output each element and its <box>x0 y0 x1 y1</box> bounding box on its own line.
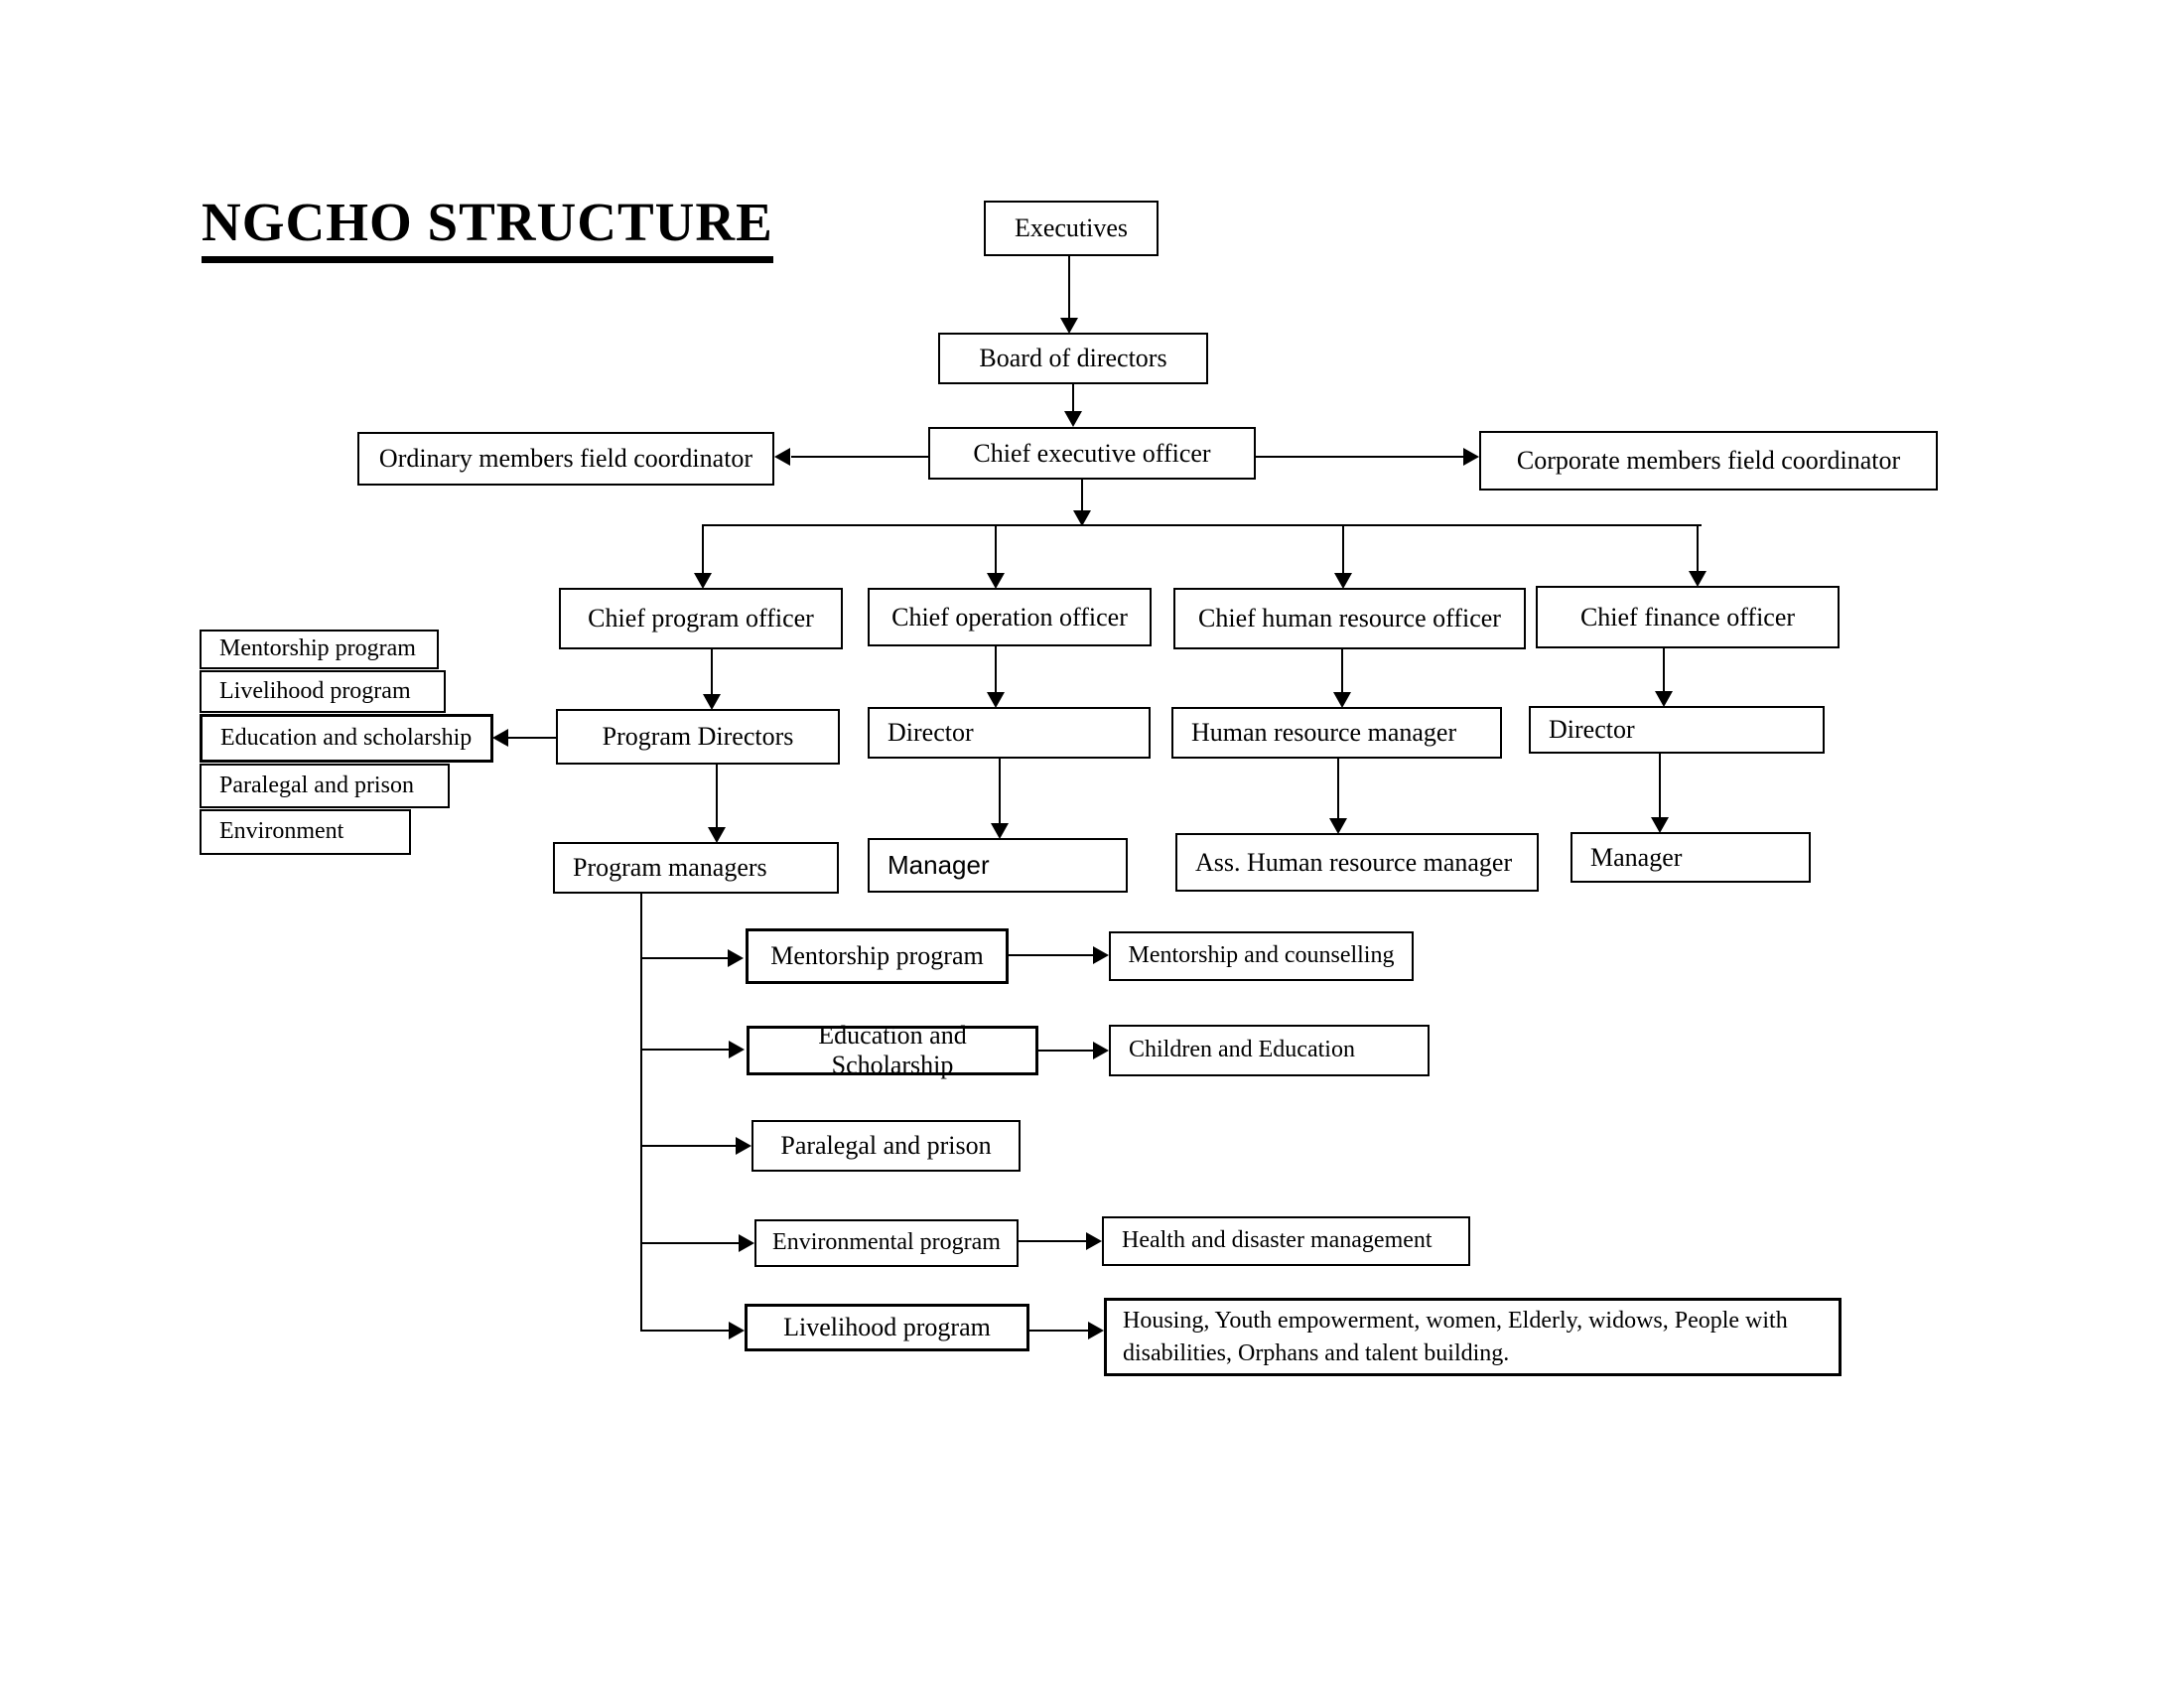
node-detail-mentorship-and-counselling: Mentorship and counselling <box>1109 931 1414 981</box>
arrowhead-ceo-ordinary <box>774 448 790 466</box>
connector-drop-program <box>702 524 704 574</box>
node-chief-program-officer: Chief program officer <box>559 588 843 649</box>
connector-branch-paralegal <box>640 1145 736 1147</box>
node-human-resource-manager: Human resource manager <box>1171 707 1502 759</box>
node-detail-children-and-education: Children and Education <box>1109 1025 1430 1076</box>
connector-drop-operation <box>995 524 997 574</box>
node-program-mentorship: Mentorship program <box>746 928 1009 984</box>
node-focus-livelihood-program: Livelihood program <box>200 670 446 713</box>
arrowhead-hrm-asshrm <box>1329 818 1347 834</box>
arrowhead-hr-manager <box>1333 692 1351 708</box>
node-operation-manager: Manager <box>868 838 1128 893</box>
connector-finance-director <box>1663 648 1665 692</box>
node-chief-operation-officer: Chief operation officer <box>868 588 1152 646</box>
node-focus-environment: Environment <box>200 809 411 855</box>
arrowhead-branch-paralegal <box>736 1137 751 1155</box>
connector-environmental-detail <box>1019 1240 1086 1242</box>
node-finance-director: Director <box>1529 706 1825 754</box>
arrowhead-executives-board <box>1060 318 1078 334</box>
connector-ceo-corporate <box>1256 456 1463 458</box>
node-program-environmental: Environmental program <box>754 1219 1019 1267</box>
arrowhead-drop-program <box>694 573 712 589</box>
connector-directors-managers <box>716 765 718 828</box>
node-chief-human-resource-officer: Chief human resource officer <box>1173 588 1526 649</box>
node-detail-health-disaster-management: Health and disaster management <box>1102 1216 1470 1266</box>
connector-board-ceo <box>1072 384 1074 412</box>
connector-ceo-ordinary <box>791 456 928 458</box>
arrowhead-branch-environmental <box>739 1234 754 1252</box>
connector-education-detail <box>1038 1050 1093 1052</box>
node-focus-mentorship-program: Mentorship program <box>200 630 439 669</box>
connector-directors-focus <box>508 737 556 739</box>
arrowhead-drop-finance <box>1689 571 1706 587</box>
connector-drop-hr <box>1342 524 1344 574</box>
node-chief-finance-officer: Chief finance officer <box>1536 586 1840 648</box>
arrowhead-branch-education <box>729 1041 745 1058</box>
arrowhead-mentorship-detail <box>1093 946 1109 964</box>
connector-managers-trunk <box>640 894 642 1332</box>
arrowhead-directors-managers <box>708 827 726 843</box>
arrowhead-education-detail <box>1093 1042 1109 1059</box>
node-program-education-scholarship: Education and Scholarship <box>747 1026 1038 1075</box>
node-focus-paralegal-and-prison: Paralegal and prison <box>200 764 450 808</box>
connector-operation-director <box>995 646 997 693</box>
node-operation-director: Director <box>868 707 1151 759</box>
connector-program-directors <box>711 649 713 695</box>
node-finance-manager: Manager <box>1570 832 1811 883</box>
node-program-paralegal-prison: Paralegal and prison <box>751 1120 1021 1172</box>
node-executives: Executives <box>984 201 1159 256</box>
node-focus-education-and-scholarship: Education and scholarship <box>200 714 493 763</box>
connector-splitter-bar <box>703 524 1702 526</box>
node-program-livelihood: Livelihood program <box>745 1304 1029 1351</box>
connector-executives-board <box>1068 255 1070 319</box>
connector-hrm-asshrm <box>1337 759 1339 819</box>
node-chief-executive-officer: Chief executive officer <box>928 427 1256 480</box>
connector-director-manager-fin <box>1659 754 1661 818</box>
node-detail-livelihood-groups: Housing, Youth empowerment, women, Elderly, widows, People with disabilities, Orphans and talent building. <box>1104 1298 1842 1376</box>
node-ordinary-members-field-coordinator: Ordinary members field coordinator <box>357 432 774 486</box>
connector-mentorship-detail <box>1009 954 1093 956</box>
node-program-directors: Program Directors <box>556 709 840 765</box>
arrowhead-ceo-corporate <box>1463 448 1479 466</box>
arrowhead-finance-director <box>1655 691 1673 707</box>
node-board-of-directors: Board of directors <box>938 333 1208 384</box>
arrowhead-director-manager-fin <box>1651 817 1669 833</box>
node-program-managers: Program managers <box>553 842 839 894</box>
connector-director-manager-op <box>999 759 1001 824</box>
page-title: NGCHO STRUCTURE <box>202 191 773 263</box>
arrowhead-drop-hr <box>1334 573 1352 589</box>
arrowhead-livelihood-detail <box>1088 1322 1104 1339</box>
node-corporate-members-field-coordinator: Corporate members field coordinator <box>1479 431 1938 491</box>
arrowhead-drop-operation <box>987 573 1005 589</box>
connector-branch-environmental <box>640 1242 739 1244</box>
arrowhead-branch-mentorship <box>728 949 744 967</box>
arrowhead-environmental-detail <box>1086 1232 1102 1250</box>
node-ass-human-resource-manager: Ass. Human resource manager <box>1175 833 1539 892</box>
arrowhead-branch-livelihood <box>729 1322 745 1339</box>
connector-livelihood-detail <box>1029 1330 1088 1332</box>
arrowhead-director-manager-op <box>991 823 1009 839</box>
connector-ceo-splitter <box>1081 480 1083 511</box>
connector-branch-mentorship <box>640 957 728 959</box>
arrowhead-operation-director <box>987 692 1005 708</box>
arrowhead-directors-focus <box>492 729 508 747</box>
arrowhead-program-directors <box>703 694 721 710</box>
connector-hr-manager <box>1341 649 1343 693</box>
connector-branch-livelihood <box>640 1330 729 1332</box>
arrowhead-board-ceo <box>1064 411 1082 427</box>
connector-branch-education <box>640 1049 729 1051</box>
connector-drop-finance <box>1697 524 1699 572</box>
